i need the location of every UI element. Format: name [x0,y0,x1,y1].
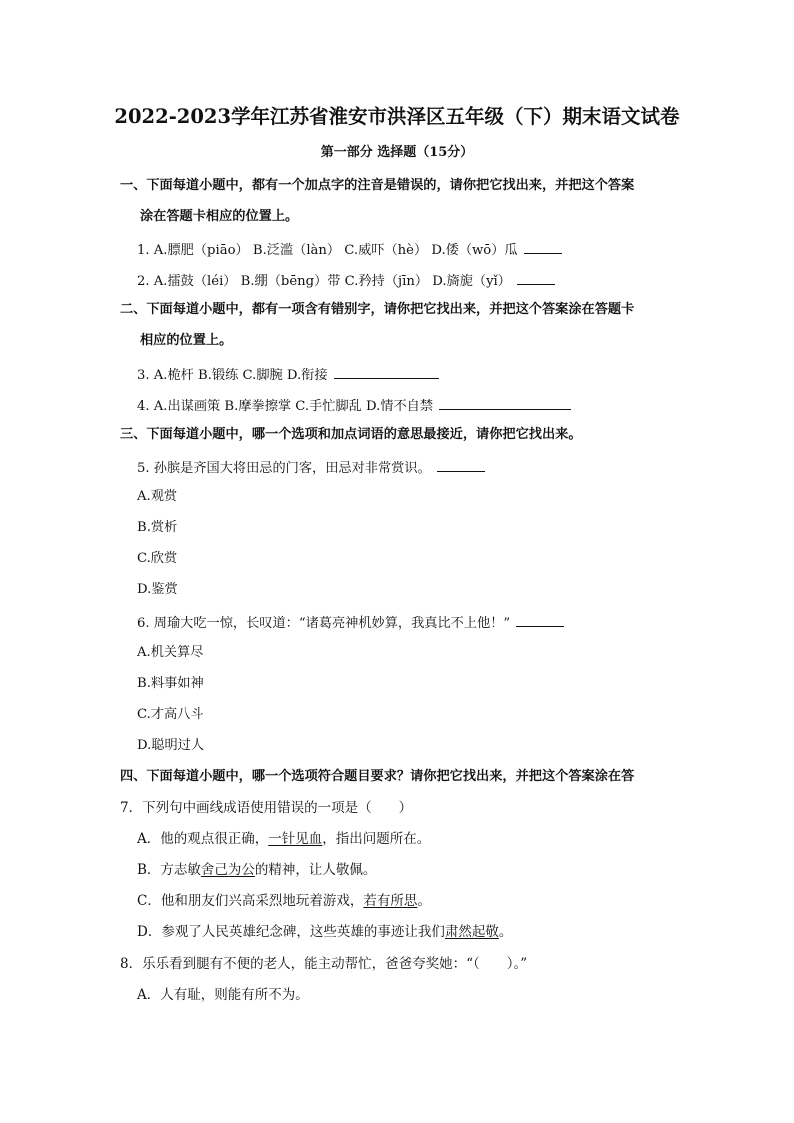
question-6-option-c: C.才高八斗 [137,707,204,722]
option-text: C．他和朋友们兴高采烈地玩着游戏， [137,893,364,909]
option-text: D．参观了人民英雄纪念碑，这些英雄的事迹让我们 [137,924,445,940]
answer-blank-6[interactable] [516,614,564,627]
section-1-instruction: 一、下面每道小题中，都有一个加点字的注音是错误的，请你把它找出来，并把这个答案 [120,178,635,193]
question-3-text: 3. A.桅杆 B.锻练 C.脚腕 D.衔接 [137,368,328,383]
section-2-instruction: 二、下面每道小题中，都有一项含有错别字，请你把它找出来，并把这个答案涂在答题卡 [120,302,635,317]
section-4-instruction: 四、下面每道小题中，哪一个选项符合题目要求？请你把它找出来，并把这个答案涂在答 [120,769,635,784]
question-6 [137,614,564,630]
question-7-option-a [137,833,430,847]
section-1-instruction-cont: 涂在答题卡相应的位置上。 [140,209,299,224]
question-8: 8．乐乐看到腿有不便的老人，能主动帮忙，爸爸夸奖她：“（ ）。” [120,956,528,972]
underlined-idiom: 肃然起敬 [444,924,499,940]
section-2-instruction-cont: 相应的位置上。 [140,333,233,348]
underlined-idiom: 一针见血 [268,831,323,847]
question-7-option-c [137,895,431,909]
question-1-text: 1. A.膘肥（piāo） B.泛滥（làn） C.威吓（hè） D.倭（wō）瓜 [137,243,518,258]
question-5-option-b: B.赏析 [137,520,178,535]
option-text: ，指出问题所在。 [322,831,431,847]
answer-blank-5[interactable] [437,459,485,472]
question-5-option-c: C.欣赏 [137,551,178,566]
option-text: 的精神，让人敬佩。 [254,862,377,878]
answer-blank-2[interactable] [517,272,555,285]
answer-blank-3[interactable] [334,366,439,379]
question-8-option-a: A．人有耻，则能有所不为。 [137,987,309,1003]
underlined-idiom: 若有所思 [363,893,418,909]
option-text: A．他的观点很正确， [137,831,269,847]
question-2 [137,272,555,288]
answer-blank-1[interactable] [524,241,562,254]
question-7-option-b [137,864,376,878]
question-5 [137,459,485,475]
question-4 [137,397,571,413]
underlined-idiom: 舍己为公 [200,862,255,878]
question-6-option-a: A.机关算尽 [137,645,204,660]
option-text: 。 [417,893,431,909]
answer-blank-4[interactable] [439,397,571,410]
question-7-option-d [137,926,512,940]
option-text: 。 [498,924,513,940]
question-5-option-d: D.鉴赏 [137,582,178,597]
part1-title: 第一部分 选择题（15分） [320,145,474,160]
section-3-instruction: 三、下面每道小题中，哪一个选项和加点词语的意思最接近，请你把它找出来。 [120,427,582,442]
question-6-text: 6. 周瑜大吃一惊，长叹道：“诸葛亮神机妙算，我真比不上他！” [137,616,511,631]
question-4-text: 4. A.出谋画策 B.摩拳擦掌 C.手忙脚乱 D.情不自禁 [137,399,434,414]
option-text: B．方志敏 [137,862,201,878]
question-1 [137,241,562,257]
question-2-text: 2. A.擂鼓（léi） B.绷（bēng）带 C.矜持（jīn） D.旖旎（yǐ） [137,274,511,289]
question-5-text: 5. 孙膑是齐国大将田忌的门客，田忌对非常赏识。 [137,461,431,476]
question-3 [137,366,439,382]
page-title: 2022-2023学年江苏省淮安市洪泽区五年级（下）期末语文试卷 [114,105,680,128]
question-7: 7．下列句中画线成语使用错误的一项是（ ） [120,800,413,816]
question-6-option-d: D.聪明过人 [137,738,205,753]
question-6-option-b: B.料事如神 [137,676,204,691]
question-5-option-a: A.观赏 [137,489,178,504]
